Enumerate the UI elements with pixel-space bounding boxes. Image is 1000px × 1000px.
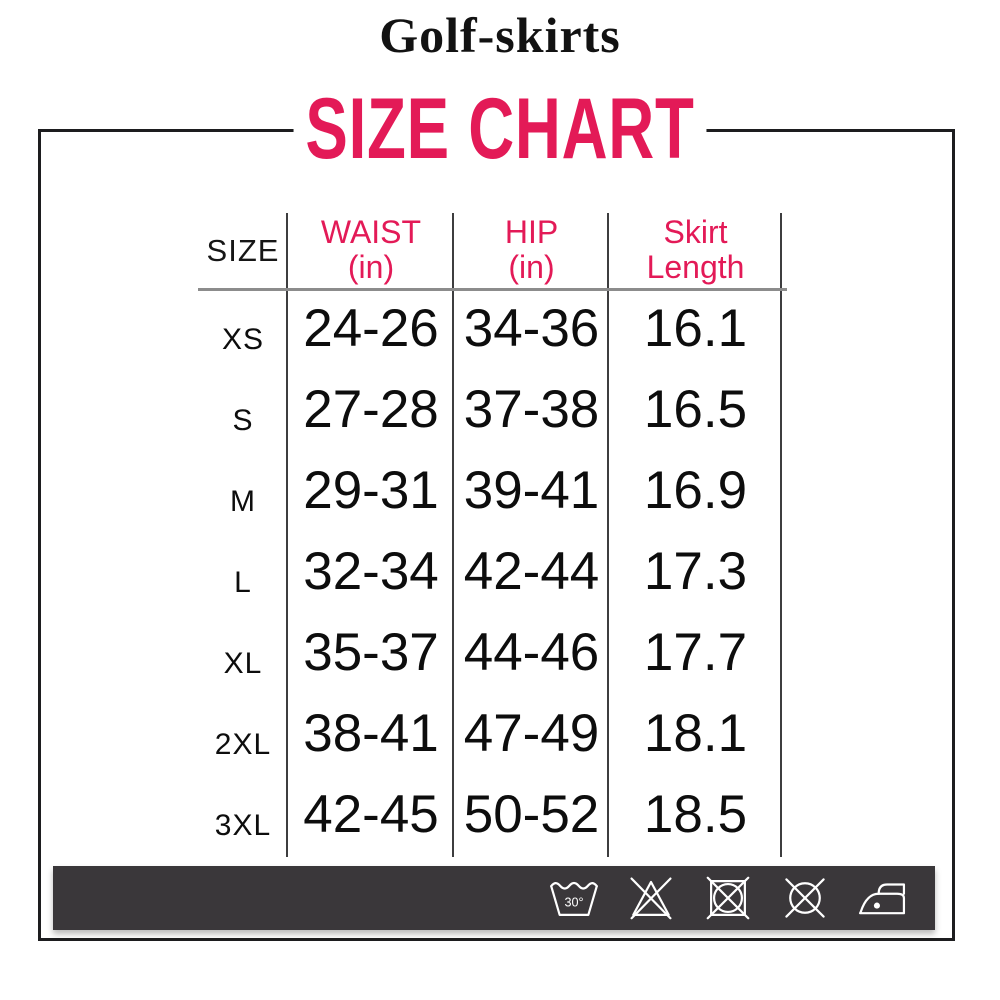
table-row-l (198, 533, 782, 614)
size-label: 3XL (214, 809, 272, 842)
hip-value: 39-41 (463, 461, 600, 520)
waist-value: 35-37 (303, 623, 439, 682)
waist-value: 42-45 (303, 785, 439, 844)
length-value: 18.5 (643, 785, 748, 844)
column-header-size (198, 214, 288, 286)
wash-temperature-label: 30° (564, 895, 584, 910)
page-title-text: SIZE CHART (294, 86, 707, 172)
column-header-hip-label: HIP (504, 214, 559, 250)
machine-wash-30-icon (547, 871, 601, 925)
do-not-dry-clean-icon (778, 871, 832, 925)
waist-value: 24-26 (303, 299, 439, 358)
brand-title: Golf-skirts (379, 7, 621, 63)
iron-icon (855, 871, 909, 925)
size-label: 2XL (214, 728, 272, 761)
column-header-skirt-length (609, 214, 782, 286)
table-row-s (198, 371, 782, 452)
waist-value: 27-28 (303, 380, 439, 439)
length-value: 16.5 (643, 380, 748, 439)
size-label: S (232, 404, 254, 437)
size-label: M (230, 485, 256, 518)
care-instructions-bar (53, 866, 935, 930)
hip-value: 50-52 (463, 785, 600, 844)
waist-value: 29-31 (303, 461, 439, 520)
table-row-xl (198, 614, 782, 695)
hip-value: 42-44 (463, 542, 600, 601)
column-header-waist (288, 214, 454, 286)
size-table-body (198, 290, 782, 857)
column-header-length-label: Length (646, 249, 745, 285)
column-header-waist-label: WAIST (320, 214, 422, 250)
table-row-2xl (198, 695, 782, 776)
table-row-3xl (198, 776, 782, 857)
column-header-size-label: SIZE (206, 232, 280, 268)
size-label: XL (223, 647, 263, 680)
column-header-hip-unit: (in) (508, 249, 555, 285)
hip-value: 47-49 (463, 704, 600, 763)
length-value: 16.1 (643, 299, 748, 358)
table-row-xs (198, 290, 782, 371)
hip-value: 44-46 (463, 623, 600, 682)
size-label: L (234, 566, 252, 599)
column-header-hip (454, 214, 609, 286)
column-header-waist-unit: (in) (347, 249, 395, 285)
page-title (0, 81, 1000, 177)
table-row-m (198, 452, 782, 533)
do-not-bleach-icon (624, 871, 678, 925)
size-label: XS (221, 323, 265, 356)
length-value: 18.1 (643, 704, 748, 763)
length-value: 17.7 (643, 623, 748, 682)
hip-value: 37-38 (463, 380, 600, 439)
length-value: 16.9 (643, 461, 748, 520)
waist-value: 32-34 (303, 542, 439, 601)
column-header-skirt-label: Skirt (663, 214, 728, 250)
length-value: 17.3 (643, 542, 748, 601)
hip-value: 34-36 (463, 299, 600, 358)
waist-value: 38-41 (303, 704, 439, 763)
size-table-header (198, 214, 782, 286)
do-not-tumble-dry-icon (701, 871, 755, 925)
